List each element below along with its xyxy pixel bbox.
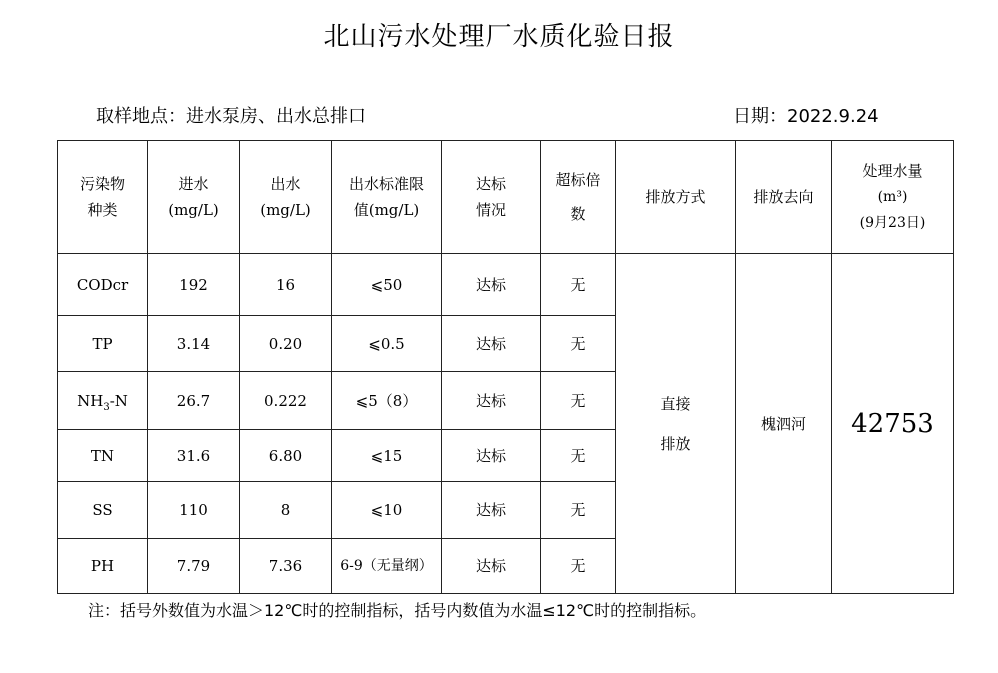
cell-outflow: 6.80 [240,430,332,482]
footnote: 注：括号外数值为水温＞12℃时的控制指标，括号内数值为水温≤12℃时的控制指标。 [88,601,707,620]
cell-outflow: 8 [240,482,332,539]
header-method: 排放方式 [616,141,736,254]
cell-limit: 6-9（无量纲） [332,539,442,594]
cell-limit: ⩽50 [332,254,442,316]
header-outflow: 出水 (mg/L) [240,141,332,254]
header-pollutant: 污染物 种类 [58,141,148,254]
cell-status: 达标 [442,430,541,482]
cell-pollutant: PH [58,539,148,594]
cell-limit: ⩽5（8） [332,372,442,430]
header-limit: 出水标准限 值(mg/L) [332,141,442,254]
cell-outflow: 0.20 [240,316,332,372]
cell-treated-volume: 42753 [832,254,954,594]
header-inflow: 进水 (mg/L) [148,141,240,254]
report-date: 日期：2022.9.24 [733,106,879,127]
cell-pollutant: TP [58,316,148,372]
cell-limit: ⩽0.5 [332,316,442,372]
report-title: 北山污水处理厂水质化验日报 [323,22,675,52]
cell-status: 达标 [442,372,541,430]
cell-inflow: 26.7 [148,372,240,430]
cell-exceed: 无 [541,539,616,594]
cell-inflow: 192 [148,254,240,316]
table-header-row [58,141,954,254]
cell-outflow: 0.222 [240,372,332,430]
cell-limit: ⩽10 [332,482,442,539]
cell-pollutant: $NH_3-N$ [58,372,148,430]
cell-exceed: 无 [541,254,616,316]
cell-status: 达标 [442,539,541,594]
cell-status: 达标 [442,316,541,372]
header-exceed: 超标倍 数 [541,141,616,254]
cell-exceed: 无 [541,430,616,482]
cell-discharge-method: 直接 排放 [616,254,736,594]
sampling-location: 取样地点：进水泵房、出水总排口 [96,106,366,127]
cell-inflow: 110 [148,482,240,539]
cell-exceed: 无 [541,316,616,372]
cell-outflow: 7.36 [240,539,332,594]
water-quality-table [57,140,954,594]
header-status: 达标 情况 [442,141,541,254]
cell-pollutant: SS [58,482,148,539]
cell-inflow: 3.14 [148,316,240,372]
header-destination: 排放去向 [736,141,832,254]
header-volume: 处理水量 (m³) (9月23日) [832,141,954,254]
cell-exceed: 无 [541,482,616,539]
cell-discharge-destination: 槐泗河 [736,254,832,594]
cell-pollutant: TN [58,430,148,482]
cell-pollutant: CODcr [58,254,148,316]
cell-outflow: 16 [240,254,332,316]
cell-status: 达标 [442,482,541,539]
table-row [58,254,954,316]
cell-inflow: 31.6 [148,430,240,482]
cell-exceed: 无 [541,372,616,430]
cell-status: 达标 [442,254,541,316]
cell-inflow: 7.79 [148,539,240,594]
cell-limit: ⩽15 [332,430,442,482]
